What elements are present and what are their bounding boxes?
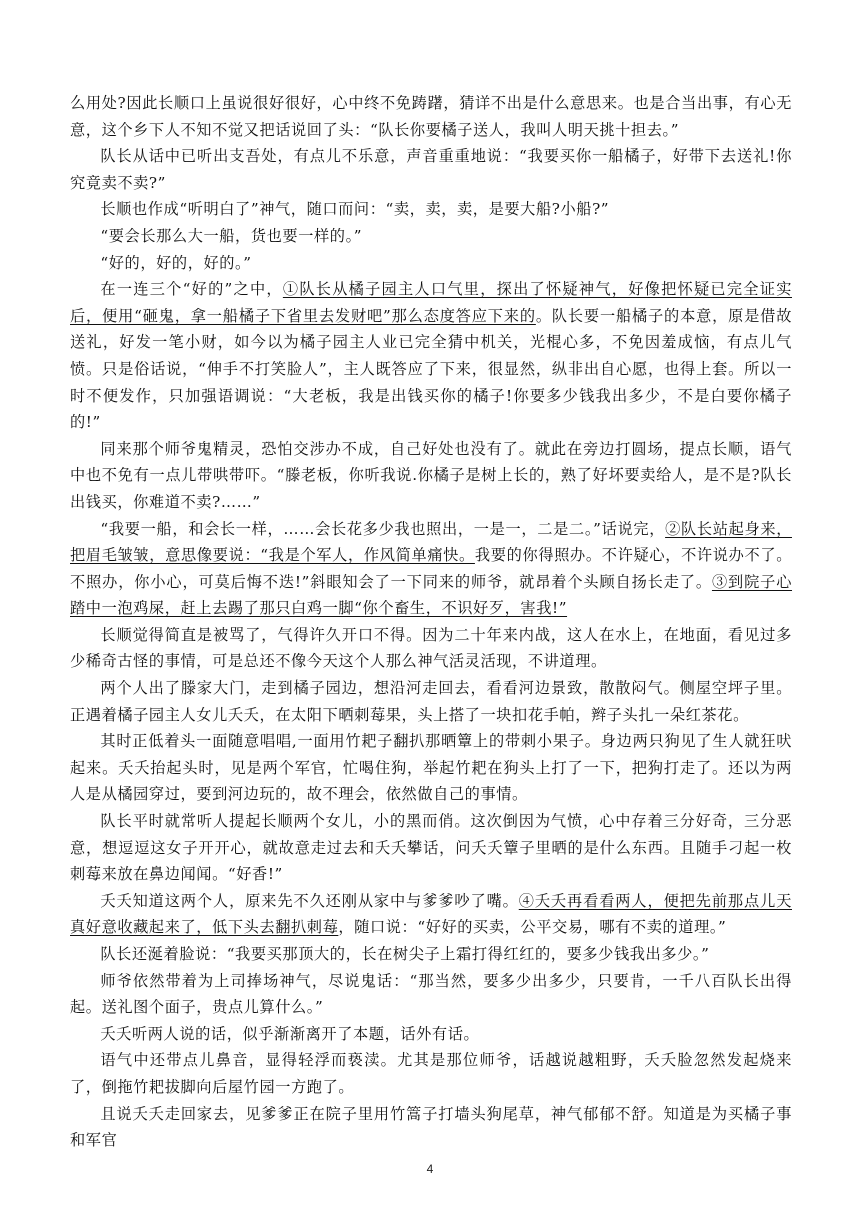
paragraph-text: 在一连三个“好的”之中， bbox=[100, 280, 283, 299]
paragraph bbox=[70, 1047, 792, 1100]
paragraph-text: 且说夭夭走回家去，见爹爹正在院子里用竹篙子打墙头狗尾草，神气郁郁不舒。知道是为买橘子事和军官 bbox=[70, 1104, 792, 1150]
paragraph bbox=[70, 968, 792, 1021]
paragraph bbox=[70, 90, 792, 143]
document-page bbox=[70, 90, 792, 1154]
paragraph bbox=[70, 196, 792, 223]
paragraph-text: “好的，好的，好的。” bbox=[100, 253, 252, 272]
paragraph-text: 队长平时就常听人提起长顺两个女儿，小的黑而俏。这次倒因为气愤，心中存着三分好奇，三分恶意，想逗逗这女子开开心，就故意走过去和夭夭攀话，问夭夭簟子里晒的是什么东西。且随手刁起一枚刺莓来放在鼻边闻闻。“好香!” bbox=[70, 812, 792, 884]
paragraph bbox=[70, 250, 792, 277]
paragraph bbox=[70, 143, 792, 196]
page-number: 4 bbox=[426, 1162, 434, 1176]
paragraph-text: 两个人出了滕家大门，走到橘子园边，想沿河走回去，看看河边景致，散散闷气。侧屋空坪子里。正遇着橘子园主人女儿夭夭，在太阳下晒刺莓果，头上搭了一块扣花手帕，辫子头扎一朵红茶花。 bbox=[70, 679, 792, 724]
paragraph-text: 同来那个师爷鬼精灵，恐怕交涉办不成，自己好处也没有了。就此在旁边打圆场，提点长顺，语气中也不免有一点儿带哄带吓。“滕老板，你听我说.你橘子是树上长的，熟了好坏要卖给人，是不是?队长出钱买，你难道不卖?……” bbox=[70, 439, 792, 511]
paragraph-text: 其时正低着头一面随意唱唱,一面用竹耙子翻扒那晒簟上的带刺小果子。身边两只狗见了生人就狂吠起来。夭夭抬起头时，见是两个军官，忙喝住狗，举起竹耙在狗头上打了一下，把狗打走了。还以为两人是从橘园穿过，要到河边玩的，故不理会，依然做自己的事情。 bbox=[70, 732, 792, 804]
underlined-text: ④夭夭再看看两人，便把先前那点儿天真好意收藏起来了，低下头去翻扒刺莓 bbox=[70, 891, 792, 937]
paragraph bbox=[70, 436, 792, 516]
paragraph-text: 师爷依然带着为上司捧场神气，尽说鬼话：“那当然，要多少出多少，只要肯，一千八百队长出得起。送礼图个面子，贵点儿算什么。” bbox=[70, 971, 792, 1017]
paragraph bbox=[70, 516, 792, 622]
paragraph-text: 我要的你得照办。不许疑心，不许说办不了。不照办，你小心，可莫后悔不迭!”斜眼知会了一下同来的师爷，就昂着个头顾自扬长走了。 bbox=[70, 546, 793, 591]
paragraph-text: 长顺也作成“听明白了”神气，随口而问：“卖，卖，卖，是要大船?小船?” bbox=[100, 200, 610, 219]
paragraph bbox=[70, 888, 792, 941]
paragraph-text: “我要一船，和会长一样，……会长花多少我也照出，一是一，二是二。”话说完， bbox=[100, 519, 666, 538]
paragraph bbox=[70, 622, 792, 675]
paragraph bbox=[70, 223, 792, 250]
underlined-text: ①队长从橘子园主人口气里，探出了怀疑神气，好像把怀疑已完全证实后，便用“砸鬼，拿一船橘子下省里去发财吧”那么态度答应下来的 bbox=[70, 280, 792, 325]
underlined-text: ③到院子心踏中一泡鸡屎，赶上去踢了那只白鸡一脚“你个畜生，不识好歹，害我!” bbox=[70, 572, 793, 618]
paragraph-text: 队长还涎着脸说：“我要买那顶大的，长在树尖子上霜打得红红的，要多少钱我出多少。” bbox=[100, 945, 710, 963]
paragraph-text: 么用处?因此长顺口上虽说很好很好，心中终不免踌躇，猜详不出是什么意思来。也是合当出事，有心无意，这个乡下人不知不觉又把话说回了头：“队长你要橘子送人，我叫人明天挑十担去。” bbox=[70, 94, 792, 139]
underlined-text: ②队长站起身来，把眉毛皱皱，意思像要说：“我是个军人，作风简单痛快。 bbox=[70, 519, 792, 565]
paragraph-text: 长顺觉得简直是被骂了，气得许久开口不得。因为二十年来内战，这人在水上，在地面，看见过多少稀奇古怪的事情，可是总还不像今天这个人那么神气活灵活现，不讲道理。 bbox=[70, 625, 792, 671]
paragraph-text: 语气中还带点儿鼻音，显得轻浮而亵渎。尤其是那位师爷，话越说越粗野，夭夭脸忽然发起烧来了，倒拖竹耙拔脚向后屋竹园一方跑了。 bbox=[70, 1051, 792, 1096]
paragraph-text: ，随口说：“好好的买卖，公平交易，哪有不卖的道理。” bbox=[338, 918, 727, 937]
paragraph bbox=[70, 276, 792, 436]
paragraph-text: 。队长要一船橘子的本意，原是借故送礼，好发一笔小财，如今以为橘子园主人业已完全猜中机关，光棍心多，不免因羞成恼，有点儿气愤。只是俗话说，“伸手不打笑脸人”，主人既答应了下来，很显然，纵非出自心愿，也得上套。所以一时不便发作，只加强语调说：“大老板，我是出钱买你的橘子!你要多少钱我出多少，不是白要你橘子的!” bbox=[70, 306, 792, 432]
paragraph-text: 夭夭听两人说的话，似乎渐渐离开了本题，话外有话。 bbox=[100, 1024, 480, 1043]
paragraph bbox=[70, 1101, 792, 1154]
paragraph bbox=[70, 1021, 792, 1048]
paragraph bbox=[70, 728, 792, 808]
paragraph-text: 队长从话中已听出支吾处，有点儿不乐意，声音重重地说：“我要买你一船橘子，好带下去送礼!你究竟卖不卖?” bbox=[70, 147, 792, 192]
paragraph-text: “要会长那么大一船，货也要一样的。” bbox=[100, 226, 363, 245]
paragraph bbox=[70, 941, 792, 968]
paragraph bbox=[70, 675, 792, 728]
paragraph-text: 夭夭知道这两个人，原来先不久还刚从家中与爹爹吵了嘴。 bbox=[100, 891, 519, 910]
paragraph bbox=[70, 808, 792, 888]
